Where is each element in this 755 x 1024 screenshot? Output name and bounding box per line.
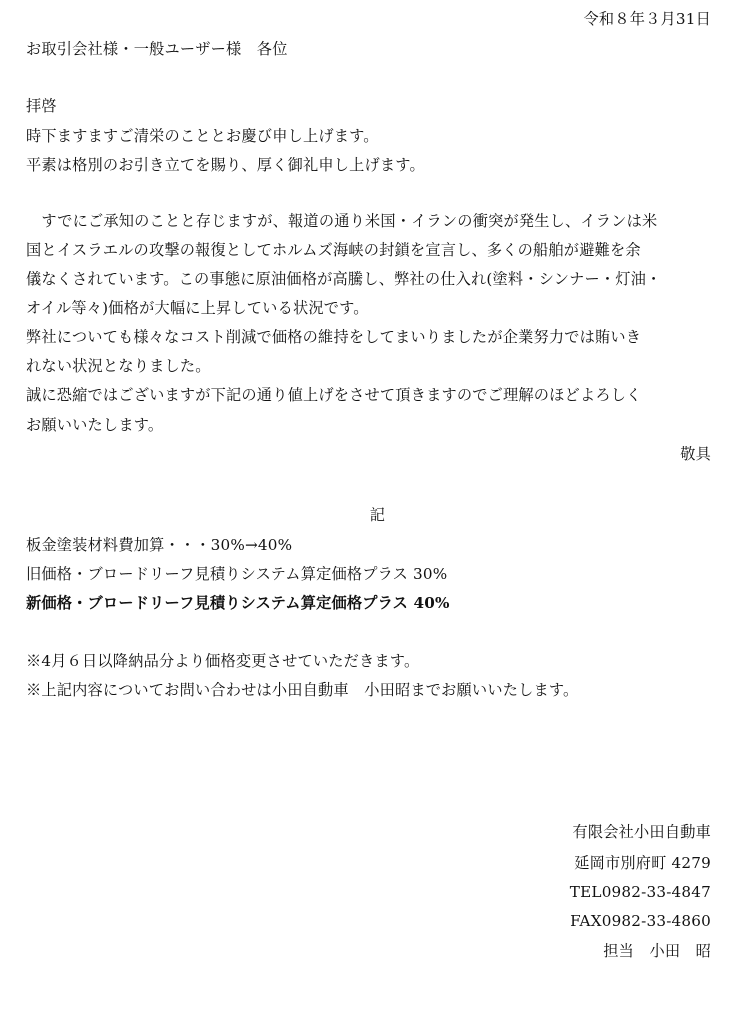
sender-contact: 担当 小田 昭 [603, 942, 711, 960]
letter-date: 令和８年３月31日 [583, 10, 711, 28]
body-line-8: お願いいたします。 [26, 416, 164, 434]
closing-word: 敬具 [680, 445, 711, 463]
note-line-2: ※上記内容についてお問い合わせは小田自動車 小田昭までお願いいたします。 [26, 681, 579, 699]
body-line-3: 儀なくされています。この事態に原油価格が高騰し、弊社の仕入れ(塗料・シンナー・灯油・ [26, 270, 662, 288]
note-line-1: ※4月６日以降納品分より価格変更させていただきます。 [26, 652, 420, 670]
sender-company: 有限会社小田自動車 [572, 823, 711, 841]
body-line-1: すでにご承知のことと存じますが、報道の通り米国・イランの衝突が発生し、イランは米 [26, 212, 658, 230]
sender-tel: TEL0982-33-4847 [569, 883, 711, 901]
body-line-4: オイル等々)価格が大幅に上昇している状況です。 [26, 299, 369, 317]
greeting-line-1: 時下ますますご清栄のこととお慶び申し上げます。 [26, 127, 379, 145]
greeting-line-2: 平素は格別のお引き立てを賜り、厚く御礼申し上げます。 [26, 156, 425, 174]
body-line-2: 国とイスラエルの攻撃の報復としてホルムズ海峡の封鎖を宣言し、多くの船舶が避難を余 [26, 241, 641, 259]
item-line-2: 旧価格・ブロードリーフ見積りシステム算定価格プラス 30% [26, 565, 448, 583]
item-line-3: 新価格・ブロードリーフ見積りシステム算定価格プラス 40% [26, 594, 450, 612]
ki-heading: 記 [369, 506, 386, 524]
sender-address: 延岡市別府町 4279 [574, 854, 711, 872]
opening-word: 拝啓 [26, 97, 57, 115]
body-line-6: れない状況となりました。 [26, 357, 211, 375]
item-line-1: 板金塗装材料費加算・・・30%→40% [26, 536, 293, 554]
sender-fax: FAX0982-33-4860 [570, 912, 711, 930]
body-line-7: 誠に恐縮ではございますが下記の通り値上げをさせて頂きますのでご理解のほどよろしく [26, 386, 642, 404]
body-line-5: 弊社についても様々なコスト削減で価格の維持をしてまいりましたが企業努力では賄いき [26, 328, 642, 346]
recipient-line: お取引会社様・一般ユーザー様 各位 [26, 40, 288, 58]
